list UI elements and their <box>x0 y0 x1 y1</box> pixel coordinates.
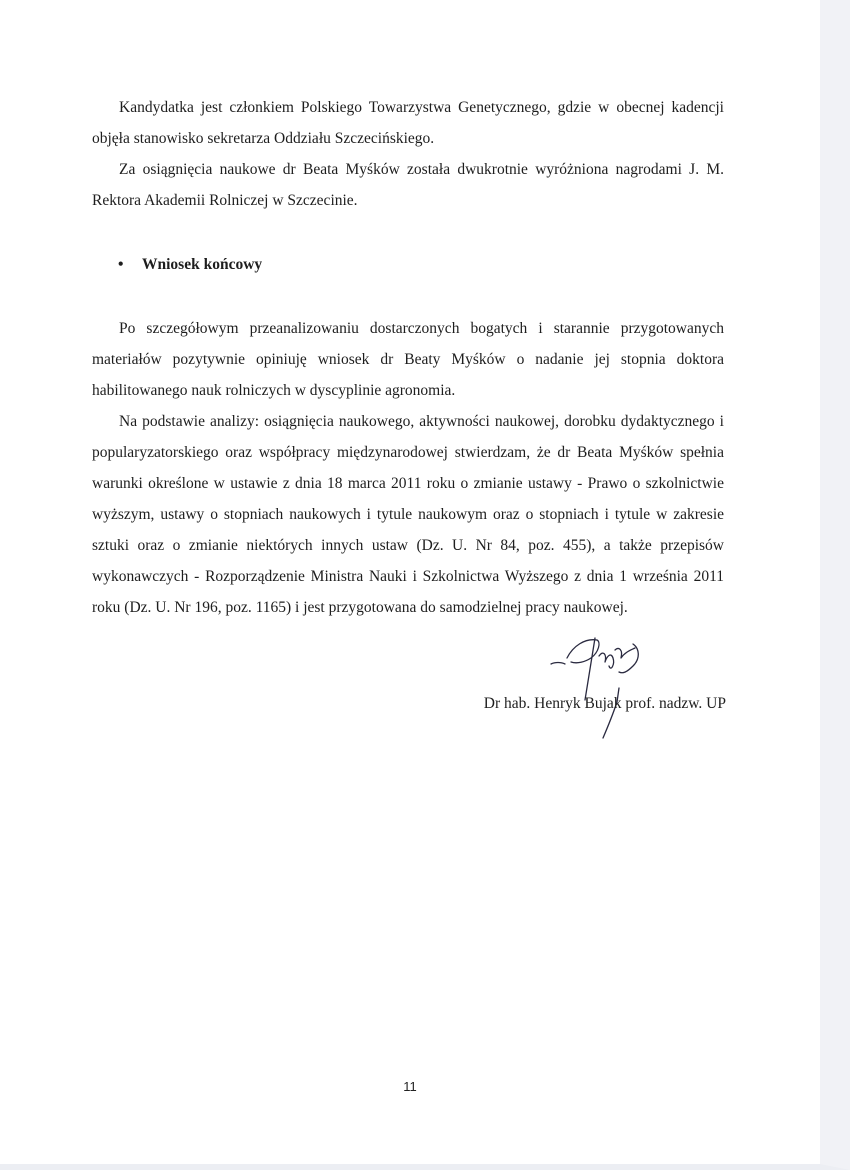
paragraph-conclusion: Po szczegółowym przeanalizowaniu dostarczonych bogatych i starannie przygotowanych materiałów pozytywnie opiniuję wniosek dr Beaty Myśków o nadanie jej stopnia doktora habilitowanego nauk rolniczych w dyscyplinie agronomia. <box>92 320 724 399</box>
section-title: Wniosek końcowy <box>142 256 263 273</box>
paragraph-awards: Za osiągnięcia naukowe dr Beata Myśków została dwukrotnie wyróżniona nagrodami J. M. Rektora Akademii Rolniczej w Szczecinie. <box>92 161 724 209</box>
page-number: 11 <box>403 1079 417 1094</box>
document-body <box>92 92 724 623</box>
paragraph-membership: Kandydatka jest członkiem Polskiego Towarzystwa Genetycznego, gdzie w obecnej kadencji objęła stanowisko sekretarza Oddziału Szczecińskiego. <box>92 99 724 147</box>
bullet-icon: • <box>118 256 124 273</box>
handwritten-signature-icon <box>515 628 675 743</box>
signature-name: Dr hab. Henryk Bujak prof. nadzw. UP <box>483 695 726 712</box>
section-heading <box>92 249 724 280</box>
paragraph-legal-basis: Na podstawie analizy: osiągnięcia naukowego, aktywności naukowej, dorobku dydaktycznego i popularyzatorskiego oraz współpracy międzynarodowej stwierdzam, że dr Beata Myśków spełnia warunki określone w ustawie z dnia 18 marca 2011 roku o zmianie ustawy - Prawo o szkolnictwie wyższym, ustawy o stopniach naukowych i tytule naukowym oraz o stopniach i tytule w zakresie sztuki oraz o zmianie niektórych innych ustaw (Dz. U. Nr 84, poz. 455), a także przepisów wykonawczych - Rozporządzenie Ministra Nauki i Szkolnictwa Wyższego z dnia 1 września 2011 roku (Dz. U. Nr 196, poz. 1165) i jest przygotowana do samodzielnej pracy naukowej. <box>92 413 724 616</box>
